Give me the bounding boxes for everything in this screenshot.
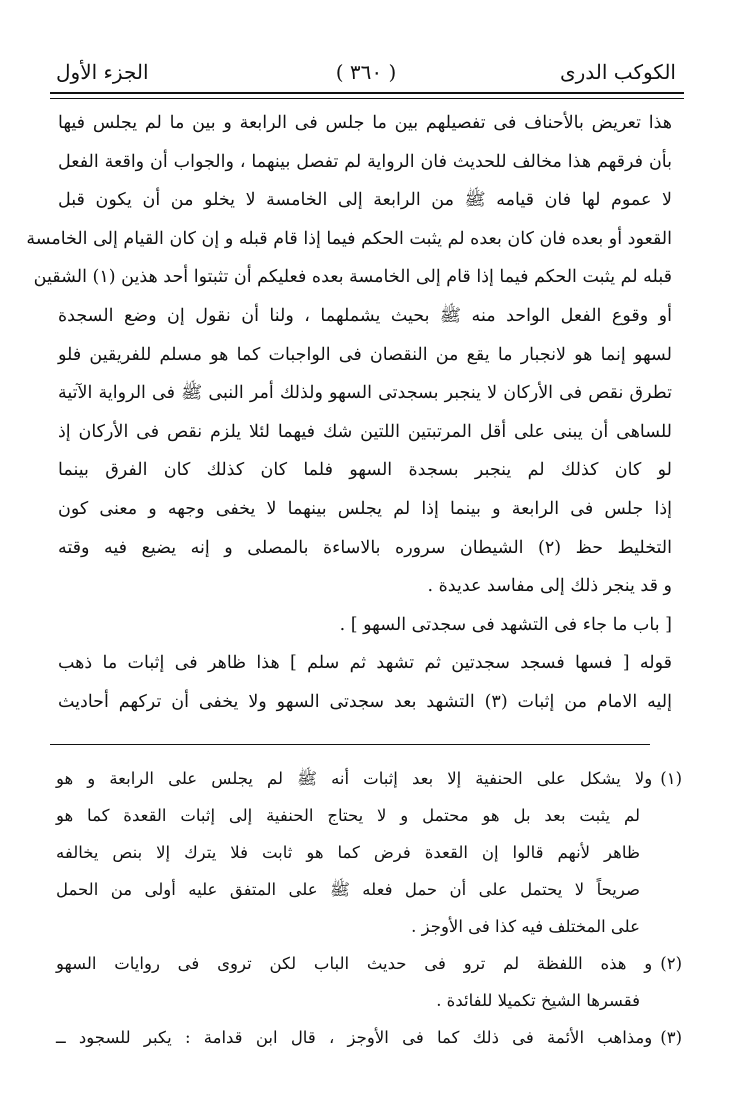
footnotes: [56, 760, 682, 1056]
footnote-text: ومذاهب الأئمة فى ذلك كما فى الأوجز ، قال ابن قدامة : يكبر للسجود ــ: [56, 1028, 653, 1047]
text-line: إليه الامام من إثبات (٣) التشهد بعد سجدتى السهو ولا يخفى أن تركهم أحاديث: [58, 691, 672, 712]
main-text: [26, 104, 673, 722]
footnote-text: و هذه اللفظة لم ترو فى حديث الباب لكن تروى فى روايات السهو: [56, 954, 653, 973]
text-line: إذا جلس فى الرابعة و بينما إذا لم يجلس بينهما لا يخفى وجهه و معنى كون: [58, 498, 672, 519]
text-line: للساهى أن يبنى على أقل المرتبتين اللتين شك فيهما لئلا يلزم نقص فى الأركان إذ: [58, 421, 672, 442]
header-rule-thin: [50, 98, 684, 99]
footnote-text: ولا يشكل على الحنفية إلا بعد إثبات أنه ﷺ لم يجلس على الرابعة و هو: [56, 769, 653, 788]
text-line: لو كان كذلك لم ينجبر بسجدة السهو فلما كان كذلك كان الفرق بينما: [58, 460, 672, 481]
footnote-1-line: صريحاً لا يحتمل على أن حمل فعله ﷺ على المتفق عليه أولى من الحمل: [56, 880, 640, 899]
text-line: هذا تعريض بالأحناف فى تفصيلهم بين ما جلس فى الرابعة و بين ما لم يجلس فيها: [58, 113, 672, 133]
footnote-1-line: [56, 760, 682, 797]
volume-label: الجزء الأول: [56, 60, 149, 84]
page-header: [56, 52, 676, 92]
text-line: و قد ينجر ذلك إلى مفاسد عديدة .: [427, 576, 672, 597]
chapter-heading: [ باب ما جاء فى التشهد فى سجدتى السهو ] .: [339, 614, 672, 635]
footnote-number: (٢): [660, 954, 682, 973]
footnote-1-line: لم يثبت بعد بل هو محتمل و لا يحتاج الحنفية إلى إثبات القعدة كما هو: [56, 806, 640, 825]
footnote-1-line: على المختلف فيه كذا فى الأوجز .: [411, 917, 640, 936]
header-rule-thick: [50, 92, 684, 94]
text-line: قبله لم يثبت الحكم فيما إذا قام إلى الخامسة بعده فعليكم أن تثبتوا أحد هذين (١) الشقين: [33, 267, 672, 288]
book-title: الكوكب الدرى: [559, 60, 676, 84]
text-line: تطرق نقص فى الأركان لا ينجبر بسجدتى السهو ولذلك أمر النبى ﷺ فى الرواية الآتية: [58, 383, 672, 404]
text-line: التخليط حظ (٢) الشيطان سروره بالاساءة بالمصلى و إنه يضيع فيه وقته: [58, 537, 673, 558]
footnote-3-line: [56, 1019, 682, 1056]
footnote-2-line: [56, 945, 682, 982]
text-line: لسهو إنما هو لانجبار ما يقع من النقصان فى الواجبات كما هو مسلم للفريقين فلو: [58, 344, 672, 365]
footnote-number: (١): [660, 769, 682, 788]
text-line: بأن فرقهم هذا مخالف للحديث فان الرواية لم تفصل بينهما ، والجواب أن واقعة الفعل: [58, 151, 672, 172]
footnote-number: (٣): [660, 1028, 682, 1047]
footnote-separator: [50, 744, 650, 745]
text-line: القعود أو بعده فان كان بعده لم يثبت الحكم فيما إذا قام قبله و إن كان القيام إلى الخامسة: [26, 228, 672, 249]
page-number: ( ٣٦٠ ): [335, 60, 397, 84]
text-line: أو وقوع الفعل الواحد منه ﷺ بحيث يشملهما ، ولنا أن نقول إن وضع السجدة: [58, 305, 672, 326]
text-line: قوله [ فسها فسجد سجدتين ثم تشهد ثم سلم ] هذا ظاهر فى إثبات ما ذهب: [58, 653, 672, 674]
footnote-1-line: ظاهر لأنهم قالوا إن القعدة فرض كما هو ثابت فلا يترك إلا بنص يخالفه: [56, 843, 640, 862]
footnote-2-line: فقسرها الشيخ تكميلا للفائدة .: [436, 991, 640, 1010]
text-line: لا عموم لها فان قيامه ﷺ من الرابعة إلى الخامسة لا يخلو من أن يكون قبل: [58, 190, 672, 211]
